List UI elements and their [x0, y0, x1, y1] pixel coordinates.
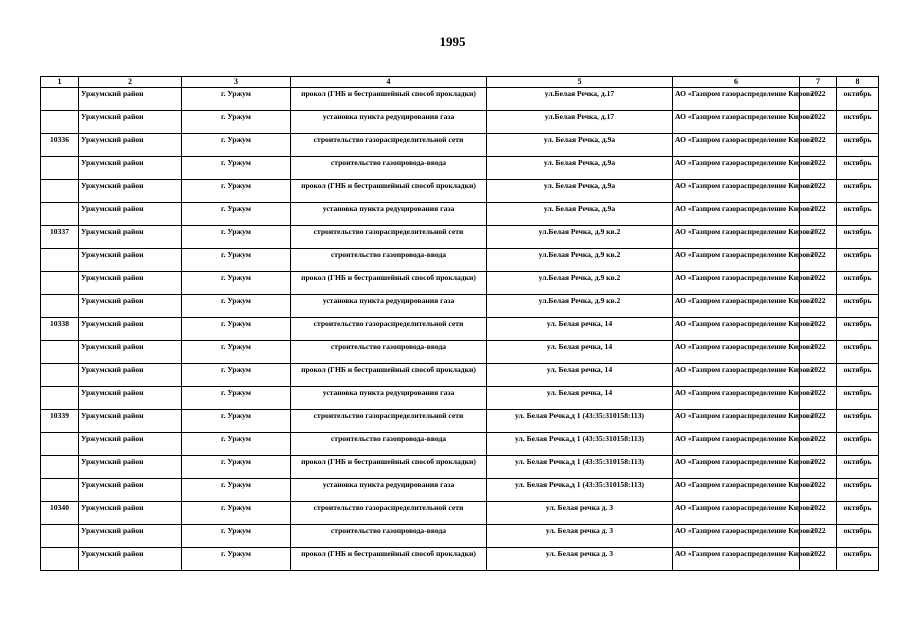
- town-cell: г. Уржум: [182, 548, 291, 571]
- month-cell: октябрь: [837, 433, 879, 456]
- record-number: [41, 157, 79, 180]
- year-cell: 2022: [800, 272, 837, 295]
- organization-cell: АО «Газпром газораспределение Киров»: [673, 456, 800, 479]
- table-row: [41, 318, 879, 341]
- organization-cell: АО «Газпром газораспределение Киров»: [673, 111, 800, 134]
- district-cell: Уржумский район: [79, 180, 182, 203]
- work-type-cell: строительство газопровода-ввода: [291, 341, 487, 364]
- year-cell: 2022: [800, 410, 837, 433]
- table-row: [41, 410, 879, 433]
- district-cell: Уржумский район: [79, 410, 182, 433]
- record-number: [41, 249, 79, 272]
- table-row: [41, 272, 879, 295]
- district-cell: Уржумский район: [79, 479, 182, 502]
- address-cell: ул.Белая Речка, д.9 кв.2: [487, 272, 673, 295]
- column-header: 6: [673, 77, 800, 88]
- month-cell: октябрь: [837, 157, 879, 180]
- work-type-cell: строительство газопровода-ввода: [291, 157, 487, 180]
- address-cell: ул. Белая речка д. 3: [487, 502, 673, 525]
- table-row: [41, 226, 879, 249]
- address-cell: ул. Белая речка д. 3: [487, 525, 673, 548]
- organization-cell: АО «Газпром газораспределение Киров»: [673, 157, 800, 180]
- address-cell: ул. Белая Речка, д.9а: [487, 203, 673, 226]
- month-cell: октябрь: [837, 180, 879, 203]
- table-row: [41, 341, 879, 364]
- district-cell: Уржумский район: [79, 272, 182, 295]
- work-type-cell: установка пункта редуцирования газа: [291, 479, 487, 502]
- year-cell: 2022: [800, 88, 837, 111]
- district-cell: Уржумский район: [79, 364, 182, 387]
- record-number: [41, 88, 79, 111]
- year-cell: 2022: [800, 341, 837, 364]
- address-cell: ул. Белая речка, 14: [487, 364, 673, 387]
- record-number: 10338: [41, 318, 79, 341]
- organization-cell: АО «Газпром газораспределение Киров»: [673, 548, 800, 571]
- month-cell: октябрь: [837, 387, 879, 410]
- table-row: [41, 525, 879, 548]
- address-cell: ул. Белая речка, 14: [487, 341, 673, 364]
- record-number: [41, 433, 79, 456]
- district-cell: Уржумский район: [79, 88, 182, 111]
- year-cell: 2022: [800, 134, 837, 157]
- month-cell: октябрь: [837, 295, 879, 318]
- month-cell: октябрь: [837, 548, 879, 571]
- address-cell: ул. Белая Речка,д 1 (43:35:310158:113): [487, 433, 673, 456]
- work-type-cell: строительство газораспределительной сети: [291, 226, 487, 249]
- table-row: [41, 88, 879, 111]
- work-type-cell: прокол (ГНБ и бестраншейный способ прокладки): [291, 364, 487, 387]
- month-cell: октябрь: [837, 456, 879, 479]
- column-header: 4: [291, 77, 487, 88]
- work-type-cell: строительство газораспределительной сети: [291, 134, 487, 157]
- month-cell: октябрь: [837, 88, 879, 111]
- table-row: [41, 456, 879, 479]
- town-cell: г. Уржум: [182, 272, 291, 295]
- year-cell: 2022: [800, 157, 837, 180]
- district-cell: Уржумский район: [79, 203, 182, 226]
- work-type-cell: строительство газопровода-ввода: [291, 249, 487, 272]
- column-header: 7: [800, 77, 837, 88]
- record-number: 10339: [41, 410, 79, 433]
- address-cell: ул.Белая Речка, д.9 кв.2: [487, 249, 673, 272]
- district-cell: Уржумский район: [79, 318, 182, 341]
- column-header: 3: [182, 77, 291, 88]
- organization-cell: АО «Газпром газораспределение Киров»: [673, 134, 800, 157]
- table-row: [41, 249, 879, 272]
- month-cell: октябрь: [837, 479, 879, 502]
- year-cell: 2022: [800, 525, 837, 548]
- town-cell: г. Уржум: [182, 157, 291, 180]
- town-cell: г. Уржум: [182, 456, 291, 479]
- work-type-cell: строительство газопровода-ввода: [291, 525, 487, 548]
- record-number: [41, 364, 79, 387]
- work-type-cell: прокол (ГНБ и бестраншейный способ прокладки): [291, 456, 487, 479]
- year-cell: 2022: [800, 295, 837, 318]
- table-row: [41, 502, 879, 525]
- work-type-cell: прокол (ГНБ и бестраншейный способ прокладки): [291, 180, 487, 203]
- town-cell: г. Уржум: [182, 295, 291, 318]
- year-cell: 2022: [800, 502, 837, 525]
- year-cell: 2022: [800, 548, 837, 571]
- table-row: [41, 479, 879, 502]
- town-cell: г. Уржум: [182, 203, 291, 226]
- month-cell: октябрь: [837, 272, 879, 295]
- table-row: [41, 387, 879, 410]
- organization-cell: АО «Газпром газораспределение Киров»: [673, 341, 800, 364]
- work-type-cell: строительство газопровода-ввода: [291, 433, 487, 456]
- district-cell: Уржумский район: [79, 341, 182, 364]
- table-row: [41, 295, 879, 318]
- record-number: [41, 203, 79, 226]
- town-cell: г. Уржум: [182, 387, 291, 410]
- address-cell: ул. Белая Речка, д.9а: [487, 157, 673, 180]
- district-cell: Уржумский район: [79, 157, 182, 180]
- organization-cell: АО «Газпром газораспределение Киров»: [673, 410, 800, 433]
- month-cell: октябрь: [837, 249, 879, 272]
- district-cell: Уржумский район: [79, 111, 182, 134]
- organization-cell: АО «Газпром газораспределение Киров»: [673, 364, 800, 387]
- work-type-cell: прокол (ГНБ и бестраншейный способ прокладки): [291, 548, 487, 571]
- work-type-cell: строительство газораспределительной сети: [291, 410, 487, 433]
- work-type-cell: прокол (ГНБ и бестраншейный способ прокладки): [291, 88, 487, 111]
- work-type-cell: установка пункта редуцирования газа: [291, 111, 487, 134]
- month-cell: октябрь: [837, 134, 879, 157]
- address-cell: ул. Белая Речка, д.9а: [487, 134, 673, 157]
- work-type-cell: строительство газораспределительной сети: [291, 318, 487, 341]
- district-cell: Уржумский район: [79, 249, 182, 272]
- record-number: [41, 111, 79, 134]
- address-cell: ул. Белая речка, 14: [487, 387, 673, 410]
- column-header: 8: [837, 77, 879, 88]
- address-cell: ул. Белая Речка,д 1 (43:35:310158:113): [487, 479, 673, 502]
- column-header: 5: [487, 77, 673, 88]
- district-cell: Уржумский район: [79, 295, 182, 318]
- work-type-cell: установка пункта редуцирования газа: [291, 295, 487, 318]
- organization-cell: АО «Газпром газораспределение Киров»: [673, 180, 800, 203]
- record-number: [41, 272, 79, 295]
- record-number: [41, 548, 79, 571]
- organization-cell: АО «Газпром газораспределение Киров»: [673, 88, 800, 111]
- month-cell: октябрь: [837, 410, 879, 433]
- organization-cell: АО «Газпром газораспределение Киров»: [673, 479, 800, 502]
- address-cell: ул.Белая Речка, д.9 кв.2: [487, 295, 673, 318]
- record-number: [41, 180, 79, 203]
- district-cell: Уржумский район: [79, 433, 182, 456]
- organization-cell: АО «Газпром газораспределение Киров»: [673, 318, 800, 341]
- town-cell: г. Уржум: [182, 479, 291, 502]
- town-cell: г. Уржум: [182, 433, 291, 456]
- organization-cell: АО «Газпром газораспределение Киров»: [673, 387, 800, 410]
- district-cell: Уржумский район: [79, 548, 182, 571]
- header-row: [41, 77, 879, 88]
- organization-cell: АО «Газпром газораспределение Киров»: [673, 226, 800, 249]
- organization-cell: АО «Газпром газораспределение Киров»: [673, 502, 800, 525]
- district-cell: Уржумский район: [79, 387, 182, 410]
- town-cell: г. Уржум: [182, 134, 291, 157]
- year-cell: 2022: [800, 364, 837, 387]
- district-cell: Уржумский район: [79, 134, 182, 157]
- organization-cell: АО «Газпром газораспределение Киров»: [673, 249, 800, 272]
- town-cell: г. Уржум: [182, 180, 291, 203]
- district-cell: Уржумский район: [79, 226, 182, 249]
- organization-cell: АО «Газпром газораспределение Киров»: [673, 525, 800, 548]
- address-cell: ул. Белая Речка,д 1 (43:35:310158:113): [487, 410, 673, 433]
- month-cell: октябрь: [837, 364, 879, 387]
- table-header: [41, 77, 879, 88]
- month-cell: октябрь: [837, 502, 879, 525]
- organization-cell: АО «Газпром газораспределение Киров»: [673, 272, 800, 295]
- organization-cell: АО «Газпром газораспределение Киров»: [673, 203, 800, 226]
- table-row: [41, 180, 879, 203]
- address-cell: ул.Белая Речка, д.9 кв.2: [487, 226, 673, 249]
- year-cell: 2022: [800, 111, 837, 134]
- address-cell: ул.Белая Речка, д.17: [487, 111, 673, 134]
- record-number: 10337: [41, 226, 79, 249]
- town-cell: г. Уржум: [182, 88, 291, 111]
- year-cell: 2022: [800, 479, 837, 502]
- work-type-cell: строительство газораспределительной сети: [291, 502, 487, 525]
- record-number: [41, 456, 79, 479]
- table-row: [41, 364, 879, 387]
- table-body: [41, 88, 879, 571]
- record-number: 10336: [41, 134, 79, 157]
- table-row: [41, 111, 879, 134]
- town-cell: г. Уржум: [182, 249, 291, 272]
- table-row: [41, 203, 879, 226]
- column-header: 2: [79, 77, 182, 88]
- month-cell: октябрь: [837, 525, 879, 548]
- address-cell: ул. Белая речка д. 3: [487, 548, 673, 571]
- organization-cell: АО «Газпром газораспределение Киров»: [673, 295, 800, 318]
- year-cell: 2022: [800, 387, 837, 410]
- month-cell: октябрь: [837, 341, 879, 364]
- town-cell: г. Уржум: [182, 111, 291, 134]
- address-cell: ул.Белая Речка, д.17: [487, 88, 673, 111]
- town-cell: г. Уржум: [182, 502, 291, 525]
- record-number: [41, 525, 79, 548]
- year-cell: 2022: [800, 456, 837, 479]
- month-cell: октябрь: [837, 203, 879, 226]
- table-row: [41, 433, 879, 456]
- month-cell: октябрь: [837, 318, 879, 341]
- district-cell: Уржумский район: [79, 525, 182, 548]
- table-row: [41, 548, 879, 571]
- year-cell: 2022: [800, 226, 837, 249]
- district-cell: Уржумский район: [79, 456, 182, 479]
- town-cell: г. Уржум: [182, 525, 291, 548]
- year-cell: 2022: [800, 249, 837, 272]
- town-cell: г. Уржум: [182, 226, 291, 249]
- page-number: 1995: [439, 34, 466, 49]
- record-number: [41, 295, 79, 318]
- record-number: [41, 387, 79, 410]
- work-type-cell: установка пункта редуцирования газа: [291, 387, 487, 410]
- work-type-cell: установка пункта редуцирования газа: [291, 203, 487, 226]
- year-cell: 2022: [800, 433, 837, 456]
- table-row: [41, 134, 879, 157]
- town-cell: г. Уржум: [182, 364, 291, 387]
- year-cell: 2022: [800, 318, 837, 341]
- column-header: 1: [41, 77, 79, 88]
- town-cell: г. Уржум: [182, 410, 291, 433]
- organization-cell: АО «Газпром газораспределение Киров»: [673, 433, 800, 456]
- town-cell: г. Уржум: [182, 318, 291, 341]
- record-number: [41, 479, 79, 502]
- record-number: 10340: [41, 502, 79, 525]
- address-cell: ул. Белая Речка,д 1 (43:35:310158:113): [487, 456, 673, 479]
- registry-table: [40, 76, 879, 571]
- address-cell: ул. Белая Речка, д.9а: [487, 180, 673, 203]
- district-cell: Уржумский район: [79, 502, 182, 525]
- month-cell: октябрь: [837, 226, 879, 249]
- record-number: [41, 341, 79, 364]
- table-row: [41, 157, 879, 180]
- town-cell: г. Уржум: [182, 341, 291, 364]
- month-cell: октябрь: [837, 111, 879, 134]
- year-cell: 2022: [800, 203, 837, 226]
- address-cell: ул. Белая речка, 14: [487, 318, 673, 341]
- year-cell: 2022: [800, 180, 837, 203]
- work-type-cell: прокол (ГНБ и бестраншейный способ прокладки): [291, 272, 487, 295]
